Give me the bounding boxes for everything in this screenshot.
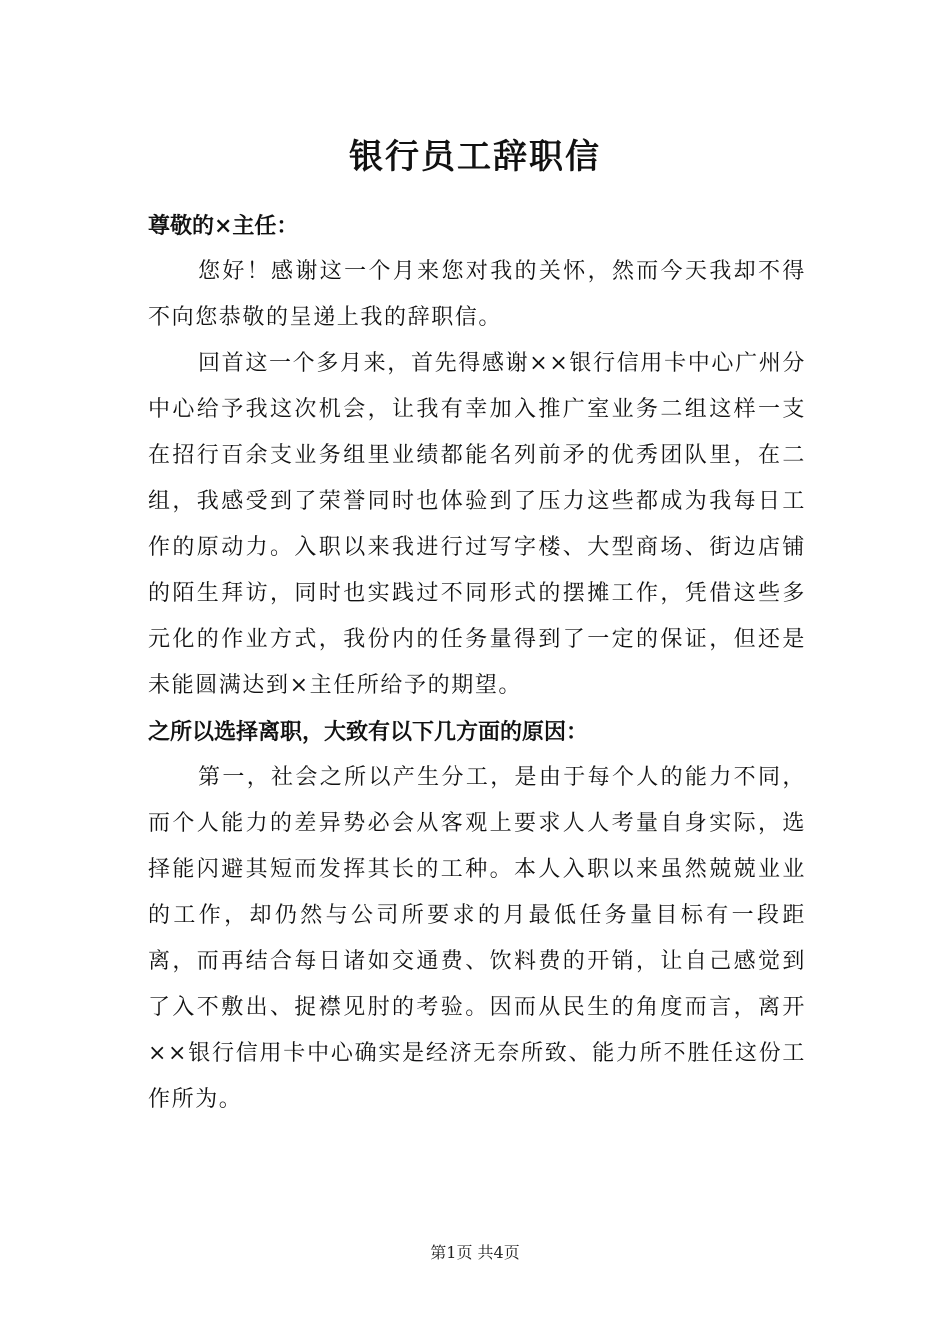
paragraph-greeting: 您好！感谢这一个月来您对我的关怀，然而今天我却不得不向您恭敬的呈递上我的辞职信。 [148,259,806,330]
paragraph-reason-first: 第一，社会之所以产生分工，是由于每个人的能力不同，而个人能力的差异势必会从客观上要求人人考量自身实际，选择能闪避其短而发挥其长的工种。本人入职以来虽然兢兢业业的工作，却仍然与公司所要求的月最低任务量目标有一段距离，而再结合每日诸如交通费、饮料费的开销，让自己感觉到了入不敷出、捉襟见肘的考验。因而从民生的角度而言，离开××银行信用卡中心确实是经济无奈所致、能力所不胜任这份工作所为。 [148,765,806,1112]
paragraph-review: 回首这一个多月来，首先得感谢××银行信用卡中心广州分中心给予我这次机会，让我有幸加入推广室业务二组这样一支在招行百余支业务组里业绩都能名列前矛的优秀团队里，在二组，我感受到了荣誉同时也体验到了压力这些都成为我每日工作的原动力。入职以来我进行过写字楼、大型商场、街边店铺的陌生拜访，同时也实践过不同形式的摆摊工作，凭借这些多元化的作业方式，我份内的任务量得到了一定的保证，但还是未能圆满达到×主任所给予的期望。 [148,351,806,698]
letter-body [148,203,806,1123]
document-title: 银行员工辞职信 [349,137,601,177]
section-heading-reasons: 之所以选择离职，大致有以下几方面的原因： [148,719,589,745]
page-number: 第1页 共4页 [430,1243,520,1262]
salutation: 尊敬的×主任： [148,213,299,239]
